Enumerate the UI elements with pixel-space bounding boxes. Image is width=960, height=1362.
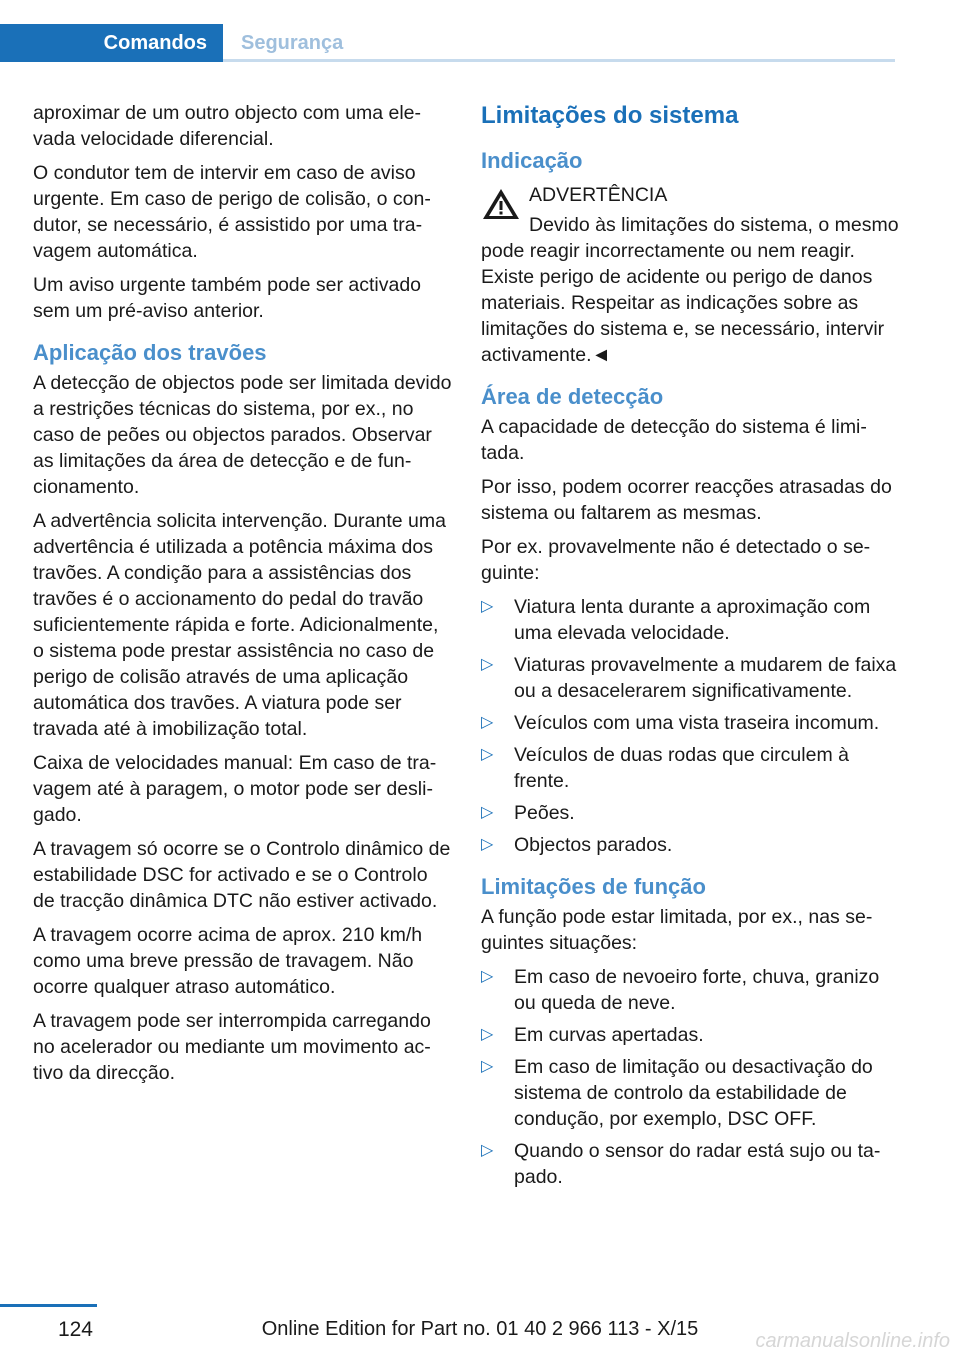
warning-box — [481, 182, 901, 368]
triangle-right-icon: ▷ — [481, 656, 494, 673]
paragraph: A travagem pode ser interrompida carregando no acelerador ou mediante um movimento activo da direcção. — [33, 1010, 431, 1084]
triangle-right-icon: ▷ — [481, 1058, 494, 1075]
paragraph: aproximar de um outro objecto com uma elevada velocidade diferencial. — [33, 102, 422, 150]
heading-detection-area: Área de detecção — [481, 384, 664, 409]
edition-footer: Online Edition for Part no. 01 40 2 966 113 - X/15 — [261, 1318, 699, 1340]
triangle-right-icon: ▷ — [481, 1142, 494, 1159]
paragraph: Um aviso urgente também pode ser activado sem um pré-aviso anterior. — [33, 274, 422, 322]
triangle-right-icon: ▷ — [481, 968, 494, 985]
triangle-right-icon: ▷ — [481, 804, 494, 821]
list-item — [481, 594, 901, 646]
heading-brake-application: Aplicação dos travões — [33, 340, 267, 365]
list-item — [481, 832, 901, 858]
paragraph: A travagem só ocorre se o Controlo dinâmico de estabilidade DSC for activado e se o Controlo de tracção dinâmica DTC não estiver activado. — [33, 838, 451, 912]
list-item-text: Viaturas provavelmente a mudarem de faixa ou a desacelerarem significativamente. — [514, 654, 897, 702]
list-item — [481, 710, 901, 736]
paragraph: A travagem ocorre acima de aprox. 210 km/h como uma breve pressão de travagem. Não ocorre qualquer atraso automático. — [33, 924, 423, 998]
list-item — [481, 742, 901, 794]
list-item-text: Em caso de nevoeiro forte, chuva, granizo ou queda de neve. — [514, 966, 880, 1014]
triangle-right-icon: ▷ — [481, 598, 494, 615]
list-item-text: Veículos com uma vista traseira incomum. — [514, 712, 880, 734]
list-item — [481, 1138, 901, 1190]
warning-text: Devido às limitações do sistema, o mesmo pode reagir incorrectamente ou nem reagir. Existe perigo de acidente ou perigo de danos materiais. Respeitar as indicações sobre as limitações do sistema e, se necessário, intervir activamente.◄ — [481, 214, 899, 366]
list-item — [481, 964, 901, 1016]
triangle-right-icon: ▷ — [481, 1026, 494, 1043]
paragraph: A capacidade de detecção do sistema é limitada. — [481, 416, 867, 464]
paragraph: A detecção de objectos pode ser limitada devido a restrições técnicas do sistema, por ex., no caso de peões ou objectos parados. Observar as limitações da área de detecção e de funcionamento. — [33, 372, 452, 498]
heading-note: Indicação — [481, 148, 583, 173]
list-item-text: Veículos de duas rodas que circulem à frente. — [514, 744, 849, 792]
left-column — [33, 100, 453, 1094]
paragraph: Caixa de velocidades manual: Em caso de travagem até à paragem, o motor pode ser desligado. — [33, 752, 437, 826]
watermark: carmanualsonline.info — [755, 1330, 950, 1352]
detection-list — [481, 594, 901, 858]
list-item-text: Quando o sensor do radar está sujo ou tapado. — [514, 1140, 881, 1188]
header-bar — [0, 0, 960, 62]
list-item — [481, 1022, 901, 1048]
tab-comandos[interactable]: Comandos — [0, 24, 223, 62]
triangle-right-icon: ▷ — [481, 836, 494, 853]
paragraph: Por isso, podem ocorrer reacções atrasadas do sistema ou faltarem as mesmas. — [481, 476, 892, 524]
triangle-right-icon: ▷ — [481, 714, 494, 731]
heading-system-limits: Limitações do sistema — [481, 102, 739, 129]
warning-triangle-icon — [481, 186, 521, 222]
list-item-text: Em caso de limitação ou desactivação do sistema de controlo da estabilidade de condução, por exemplo, DSC OFF. — [514, 1056, 873, 1130]
tab-seguranca[interactable]: Segurança — [241, 32, 344, 54]
right-column — [481, 100, 901, 1198]
list-item-text: Em curvas apertadas. — [514, 1024, 704, 1046]
heading-function-limits: Limitações de função — [481, 874, 706, 899]
list-item-text: Objectos parados. — [514, 834, 673, 856]
triangle-right-icon: ▷ — [481, 746, 494, 763]
page-number-rule — [0, 1304, 97, 1307]
list-item-text: Peões. — [514, 802, 575, 824]
list-item — [481, 1054, 901, 1132]
paragraph: O condutor tem de intervir em caso de aviso urgente. Em caso de perigo de colisão, o condutor, se necessário, é assistido por uma travagem automática. — [33, 162, 431, 262]
paragraph: A advertência solicita intervenção. Durante uma advertência é utilizada a potência máxima dos travões. A condição para a assistências dos travões é o accionamento do pedal do travão suficientemente rápida e forte. Adicionalmente, o sistema pode prestar assistência no caso de perigo de colisão através de uma aplicação automática dos travões. A viatura pode ser travada até à imobilização total. — [33, 510, 446, 740]
warning-heading: ADVERTÊNCIA — [529, 184, 668, 206]
list-item-text: Viatura lenta durante a aproximação com uma elevada velocidade. — [514, 596, 871, 644]
paragraph: A função pode estar limitada, por ex., nas seguintes situações: — [481, 906, 873, 954]
list-item — [481, 652, 901, 704]
function-list — [481, 964, 901, 1190]
page-number: 124 — [57, 1318, 93, 1341]
paragraph: Por ex. provavelmente não é detectado o seguinte: — [481, 536, 871, 584]
list-item — [481, 800, 901, 826]
